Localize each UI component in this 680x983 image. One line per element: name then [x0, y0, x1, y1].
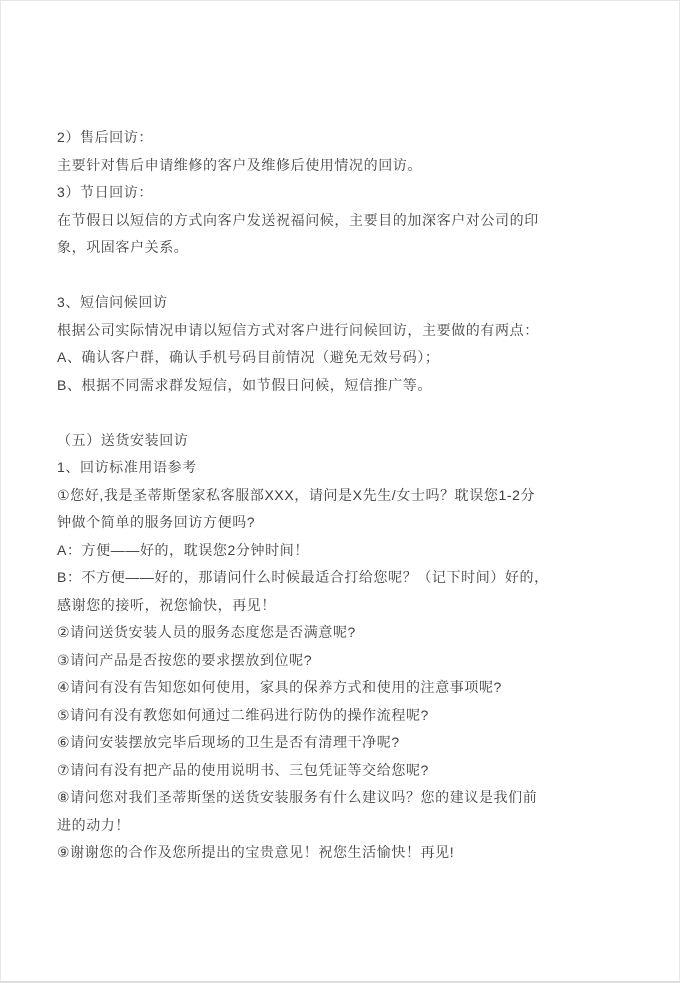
text-line: ②请问送货安装人员的服务态度您是否满意呢?	[57, 624, 356, 640]
text-line: 主要针对售后申请维修的客户及维修后使用情况的回访。	[57, 156, 422, 173]
text-line: 3）节日回访：	[57, 184, 153, 200]
text-line: ⑤请问有没有教您如何通过二维码进行防伪的操作流程呢?	[57, 706, 429, 723]
text-line: 2）售后回访：	[57, 129, 153, 145]
text-line: ⑧请问您对我们圣蒂斯堡的送货安装服务有什么建议吗？您的建议是我们前	[57, 789, 538, 805]
text-line: B：不方便——好的，那请问什么时候最适合打给您呢？（记下时间）好的，	[57, 569, 549, 585]
text-line: 1、回访标准用语参考	[57, 459, 197, 475]
text-line: 在节假日以短信的方式向客户发送祝福问候，主要目的加深客户对公司的印	[57, 211, 539, 228]
text-line: 钟做个简单的服务回访方便吗?	[57, 514, 256, 530]
text-line: ④请问有没有告知您如何使用，家具的保养方式和使用的注意事项呢?	[57, 679, 502, 695]
text-line: 根据公司实际情况申请以短信方式对客户进行问候回访，主要做的有两点：	[57, 321, 539, 338]
text-line: ③请问产品是否按您的要求摆放到位呢?	[57, 651, 313, 668]
paragraph-sms-greeting-callback	[57, 289, 639, 399]
text-line: （五）送货安装回访	[57, 431, 189, 448]
text-line: 进的动力！	[57, 816, 130, 833]
text-line: ⑨谢谢您的合作及您所提出的宝贵意见！祝您生活愉快！再见!	[57, 844, 455, 860]
text-line: ⑥请问安装摆放完毕后现场的卫生是否有清理干净呢?	[57, 734, 400, 750]
text-line: A：方便——好的，耽误您2分钟时间！	[57, 541, 309, 558]
document-content	[1, 1, 679, 867]
text-line: 象，巩固客户关系。	[57, 239, 189, 255]
text-line: ⑦请问有没有把产品的使用说明书、三包凭证等交给您呢?	[57, 761, 429, 778]
text-line: ①您好,我是圣蒂斯堡家私客服部XXX，请问是X先生/女士吗？耽误您1-2分	[57, 486, 536, 503]
text-line: B、根据不同需求群发短信，如节假日问候，短信推广等。	[57, 376, 432, 393]
text-line: 3、短信问候回访	[57, 294, 168, 310]
text-line: A、确认客户群，确认手机号码目前情况（避免无效号码）；	[57, 349, 440, 365]
paragraph-delivery-install-callback	[57, 427, 639, 867]
text-line: 感谢您的接听，祝您愉快，再见！	[57, 596, 276, 613]
paragraph-callback-types	[57, 124, 639, 262]
